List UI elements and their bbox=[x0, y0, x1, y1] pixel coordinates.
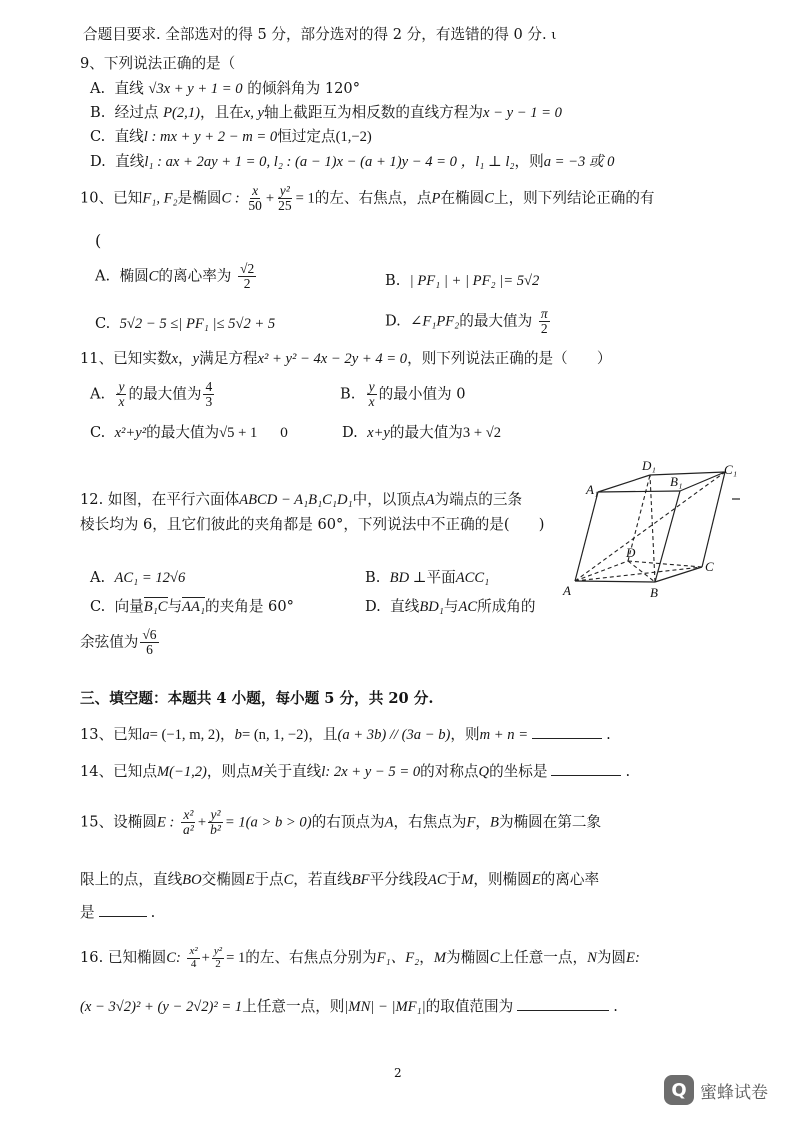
label-d: D bbox=[626, 545, 636, 560]
edge-a1-b1 bbox=[598, 491, 680, 492]
header-line bbox=[83, 26, 556, 44]
q9-option-c: C. 直线l : mx + y + 2 − m = 0恒过定点(1,−2) bbox=[90, 128, 372, 145]
q12-stem-line2: 棱长均为 6，且它们彼此的夹角都是 60°，下列说法中不正确的是( ) bbox=[80, 516, 545, 533]
q9-option-b: B. 经过点 P(2,1)，且在x, y轴上截距互为相反数的直线方程为x − y − 1 = 0 bbox=[90, 104, 562, 121]
q14-answer-blank[interactable] bbox=[551, 774, 621, 776]
q12-option-d: D. 直线BD₁与AC所成角的 bbox=[365, 598, 536, 615]
diag-a-c bbox=[575, 567, 702, 581]
q12-option-d-tail: 余弦值为 $\frac{√6}{6}$ bbox=[80, 627, 157, 658]
edge-d-c bbox=[628, 561, 702, 567]
q11-option-d: D. x+y的最大值为3 + √2 bbox=[342, 424, 502, 441]
q10-frac-x: $\frac{x}{50}$ bbox=[248, 183, 262, 214]
q15-line2: 限上的点，直线BO交椭圆E于点C，若直线BF平分线段AC于M，则椭圆E的离心率 bbox=[80, 871, 600, 888]
q10-option-a: A. 椭圆C的离心率为 $\frac{√2}{2}$ bbox=[95, 261, 255, 292]
label-a1: A₁ bbox=[586, 482, 599, 497]
q16-line2: (x − 3√2)² + (y − 2√2)² = 1上任意一点，则|MN| − |MF₁|的取值范围为 . bbox=[80, 998, 618, 1015]
search-icon: Q bbox=[664, 1075, 694, 1105]
header-text: 合题目要求. 全部选对的得 5 分，部分选对的得 2 分，有选错的得 0 分. bbox=[83, 26, 547, 43]
label-b: B bbox=[650, 585, 658, 600]
diag-d-b bbox=[628, 561, 655, 582]
q13-answer-blank[interactable] bbox=[532, 737, 602, 739]
edge-d1-c1 bbox=[650, 472, 725, 475]
edge-a-a1 bbox=[575, 492, 598, 581]
watermark bbox=[664, 1075, 768, 1105]
label-d1: D₁ bbox=[642, 458, 656, 473]
label-a: A bbox=[563, 583, 571, 598]
q11-stray-mark: 0 bbox=[279, 426, 289, 441]
q9-stem: 9、下列说法正确的是（ bbox=[80, 55, 236, 72]
q10-option-d: D. ∠F₁PF₂的最大值为 $\frac{\pi}{2}$ bbox=[385, 306, 548, 337]
q15-line3: 是 . bbox=[80, 904, 156, 921]
q12-option-b: B. BD ⊥平面ACC₁ bbox=[365, 569, 490, 586]
q9-option-a: A. 直线 √3x + y + 1 = 0 的倾斜角为 120° bbox=[90, 80, 361, 97]
q11-stem: 11、已知实数x，y满足方程x² + y² − 4x − 2y + 4 = 0，则下列说法正确的是（ ） bbox=[80, 350, 612, 367]
q12-option-a: A. AC₁ = 12√6 bbox=[90, 569, 186, 586]
label-c: C bbox=[705, 559, 714, 574]
edge-a-d bbox=[575, 561, 628, 581]
q15-answer-blank[interactable] bbox=[99, 915, 147, 917]
label-b1: B₁ bbox=[670, 474, 683, 489]
edge-b-c bbox=[655, 567, 702, 582]
q16-answer-blank[interactable] bbox=[517, 1009, 609, 1011]
q10-option-c: C. 5√2 − 5 ≤| PF₁ |≤ 5√2 + 5 bbox=[95, 315, 276, 332]
edge-a1-d1 bbox=[598, 475, 650, 492]
header-mark: ι bbox=[551, 28, 557, 43]
q10-stem: 10、已知F₁, F₂是椭圆C : $\frac{x}{50}$ + $\frac{\text{y²}}{25}$ = 1的左、右焦点，点P在椭圆C上，则下列结论正确的有 bbox=[80, 183, 655, 214]
q10-a-frac: $\frac{√2}{2}$ bbox=[240, 261, 255, 292]
parallelepiped-figure bbox=[560, 455, 760, 605]
q14: 14、已知点M(−1,2)，则点M关于直线l: 2x + y − 5 = 0的对称点Q的坐标是 . bbox=[80, 763, 631, 780]
watermark-text: 蜜蜂试卷 bbox=[700, 1082, 768, 1103]
q12-stem-line1: 12. 如图，在平行六面体ABCD − A₁B₁C₁D₁中，以顶点A为端点的三条 bbox=[80, 491, 523, 508]
q12-option-c: C. 向量B₁C与AA₁的夹角是 60° bbox=[90, 598, 294, 615]
edge-b-b1 bbox=[655, 491, 680, 582]
q10-paren: ( bbox=[95, 231, 102, 250]
section-3-heading: 三、填空题：本题共 4 小题，每小题 5 分，共 20 分. bbox=[80, 690, 434, 707]
q16-line1: 16. 已知椭圆C: $\frac{\text{x²}}{4}$ + $\frac{\text{y²}}{2}$ = 1的左、右焦点分别为F₁、F₂，M为椭圆C上任意一点，N为圆E: bbox=[80, 945, 640, 970]
edge-a-b bbox=[575, 581, 655, 582]
q10-d-frac: $\frac{\pi}{2}$ bbox=[540, 306, 548, 337]
q10-frac-y: $\frac{\text{y²}}{25}$ bbox=[278, 183, 292, 214]
q11-option-b: B. $\frac{y}{x}$ 的最小值为 0 bbox=[340, 379, 466, 410]
q11-option-c: C. x²+y²的最大值为√5 + 1 0 bbox=[90, 424, 289, 441]
q15-line1: 15、设椭圆E : $\frac{\text{x²}}{\text{a²}}$ + $\frac{\text{y²}}{\text{b²}}$ = 1(a > b > 0)的右顶点为A，右焦点为F，B为椭圆在第二象 bbox=[80, 807, 602, 838]
q11-option-a: A. $\frac{y}{x}$ 的最大值为 $\frac{4}{3}$ bbox=[90, 379, 213, 410]
page-number: 2 bbox=[394, 1066, 402, 1080]
q10-option-b: B. | PF₁ | + | PF₂ |= 5√2 bbox=[385, 272, 540, 289]
q9-option-d: D. 直线l₁ : ax + 2ay + 1 = 0, l₂ : (a − 1)x − (a + 1)y − 4 = 0 ，l₁ ⊥ l₂，则a = −3 或 0 bbox=[90, 153, 615, 170]
q13: 13、已知a= (−1, m, 2)，b= (n, 1, −2)，且(a + 3b) // (3a − b)，则m + n = . bbox=[80, 726, 611, 743]
label-c1: C₁ bbox=[724, 462, 738, 477]
